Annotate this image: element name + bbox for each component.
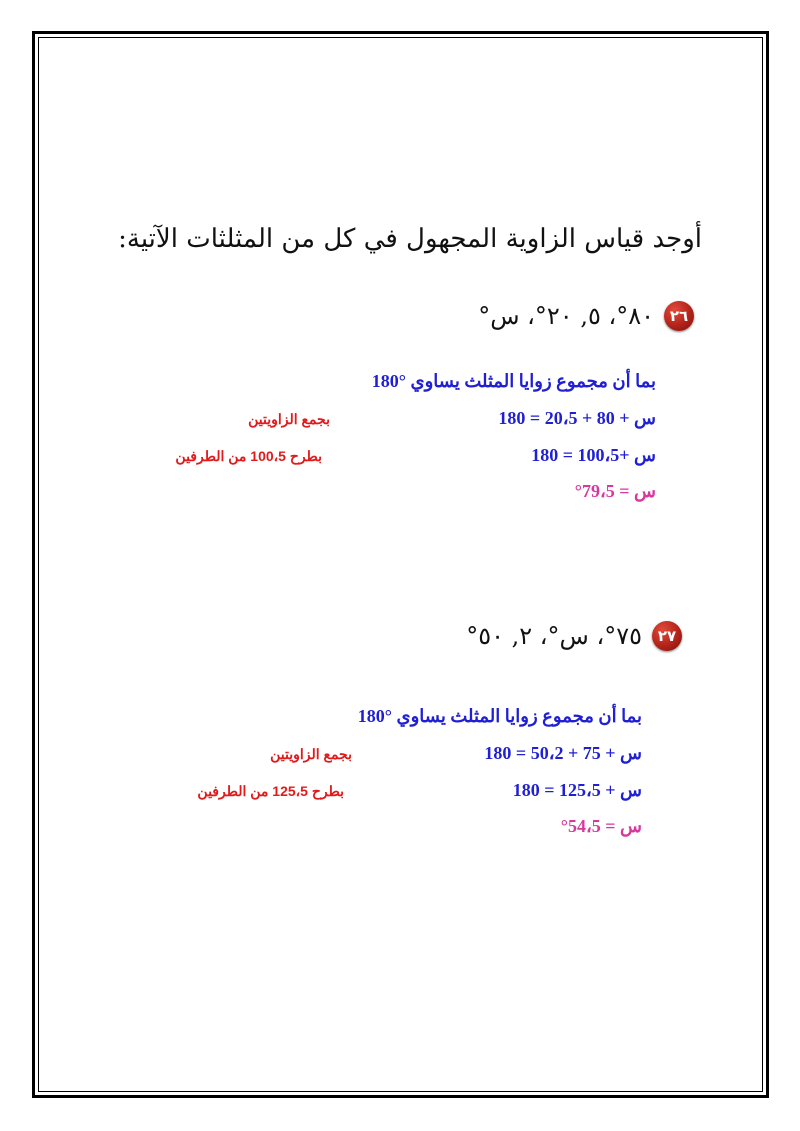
solution-line: س +100،5 = 180 <box>531 445 656 465</box>
step-note: بجمع الزاويتين <box>248 411 330 427</box>
solution-line: بما أن مجموع زوايا المثلث يساوي °180 <box>371 371 656 391</box>
problem-number-badge: ٢٦ <box>664 301 694 331</box>
final-answer: س = 54،5° <box>560 816 642 836</box>
solution-line: بما أن مجموع زوايا المثلث يساوي °180 <box>357 706 642 726</box>
step-note: بطرح 100،5 من الطرفين <box>175 448 322 464</box>
final-answer: س = 79،5° <box>574 481 656 501</box>
problem-number-badge: ٢٧ <box>652 621 682 651</box>
page-border-inner <box>38 37 763 1092</box>
solution-line: س + 80 + 20،5 = 180 <box>498 408 656 428</box>
step-note: بطرح 125،5 من الطرفين <box>197 783 344 799</box>
exercise-title: أوجد قياس الزاوية المجهول في كل من المثلثات الآتية: <box>118 224 702 254</box>
solution-line: س + 75 + 50،2 = 180 <box>484 743 642 763</box>
solution-line: س + 125،5 = 180 <box>512 780 642 800</box>
problem-statement: ٧٥°، س°، ٢, ٥٠° <box>466 622 642 650</box>
step-note: بجمع الزاويتين <box>270 746 352 762</box>
problem-statement: ٨٠°، ٥, ٢٠°، س° <box>478 302 654 330</box>
